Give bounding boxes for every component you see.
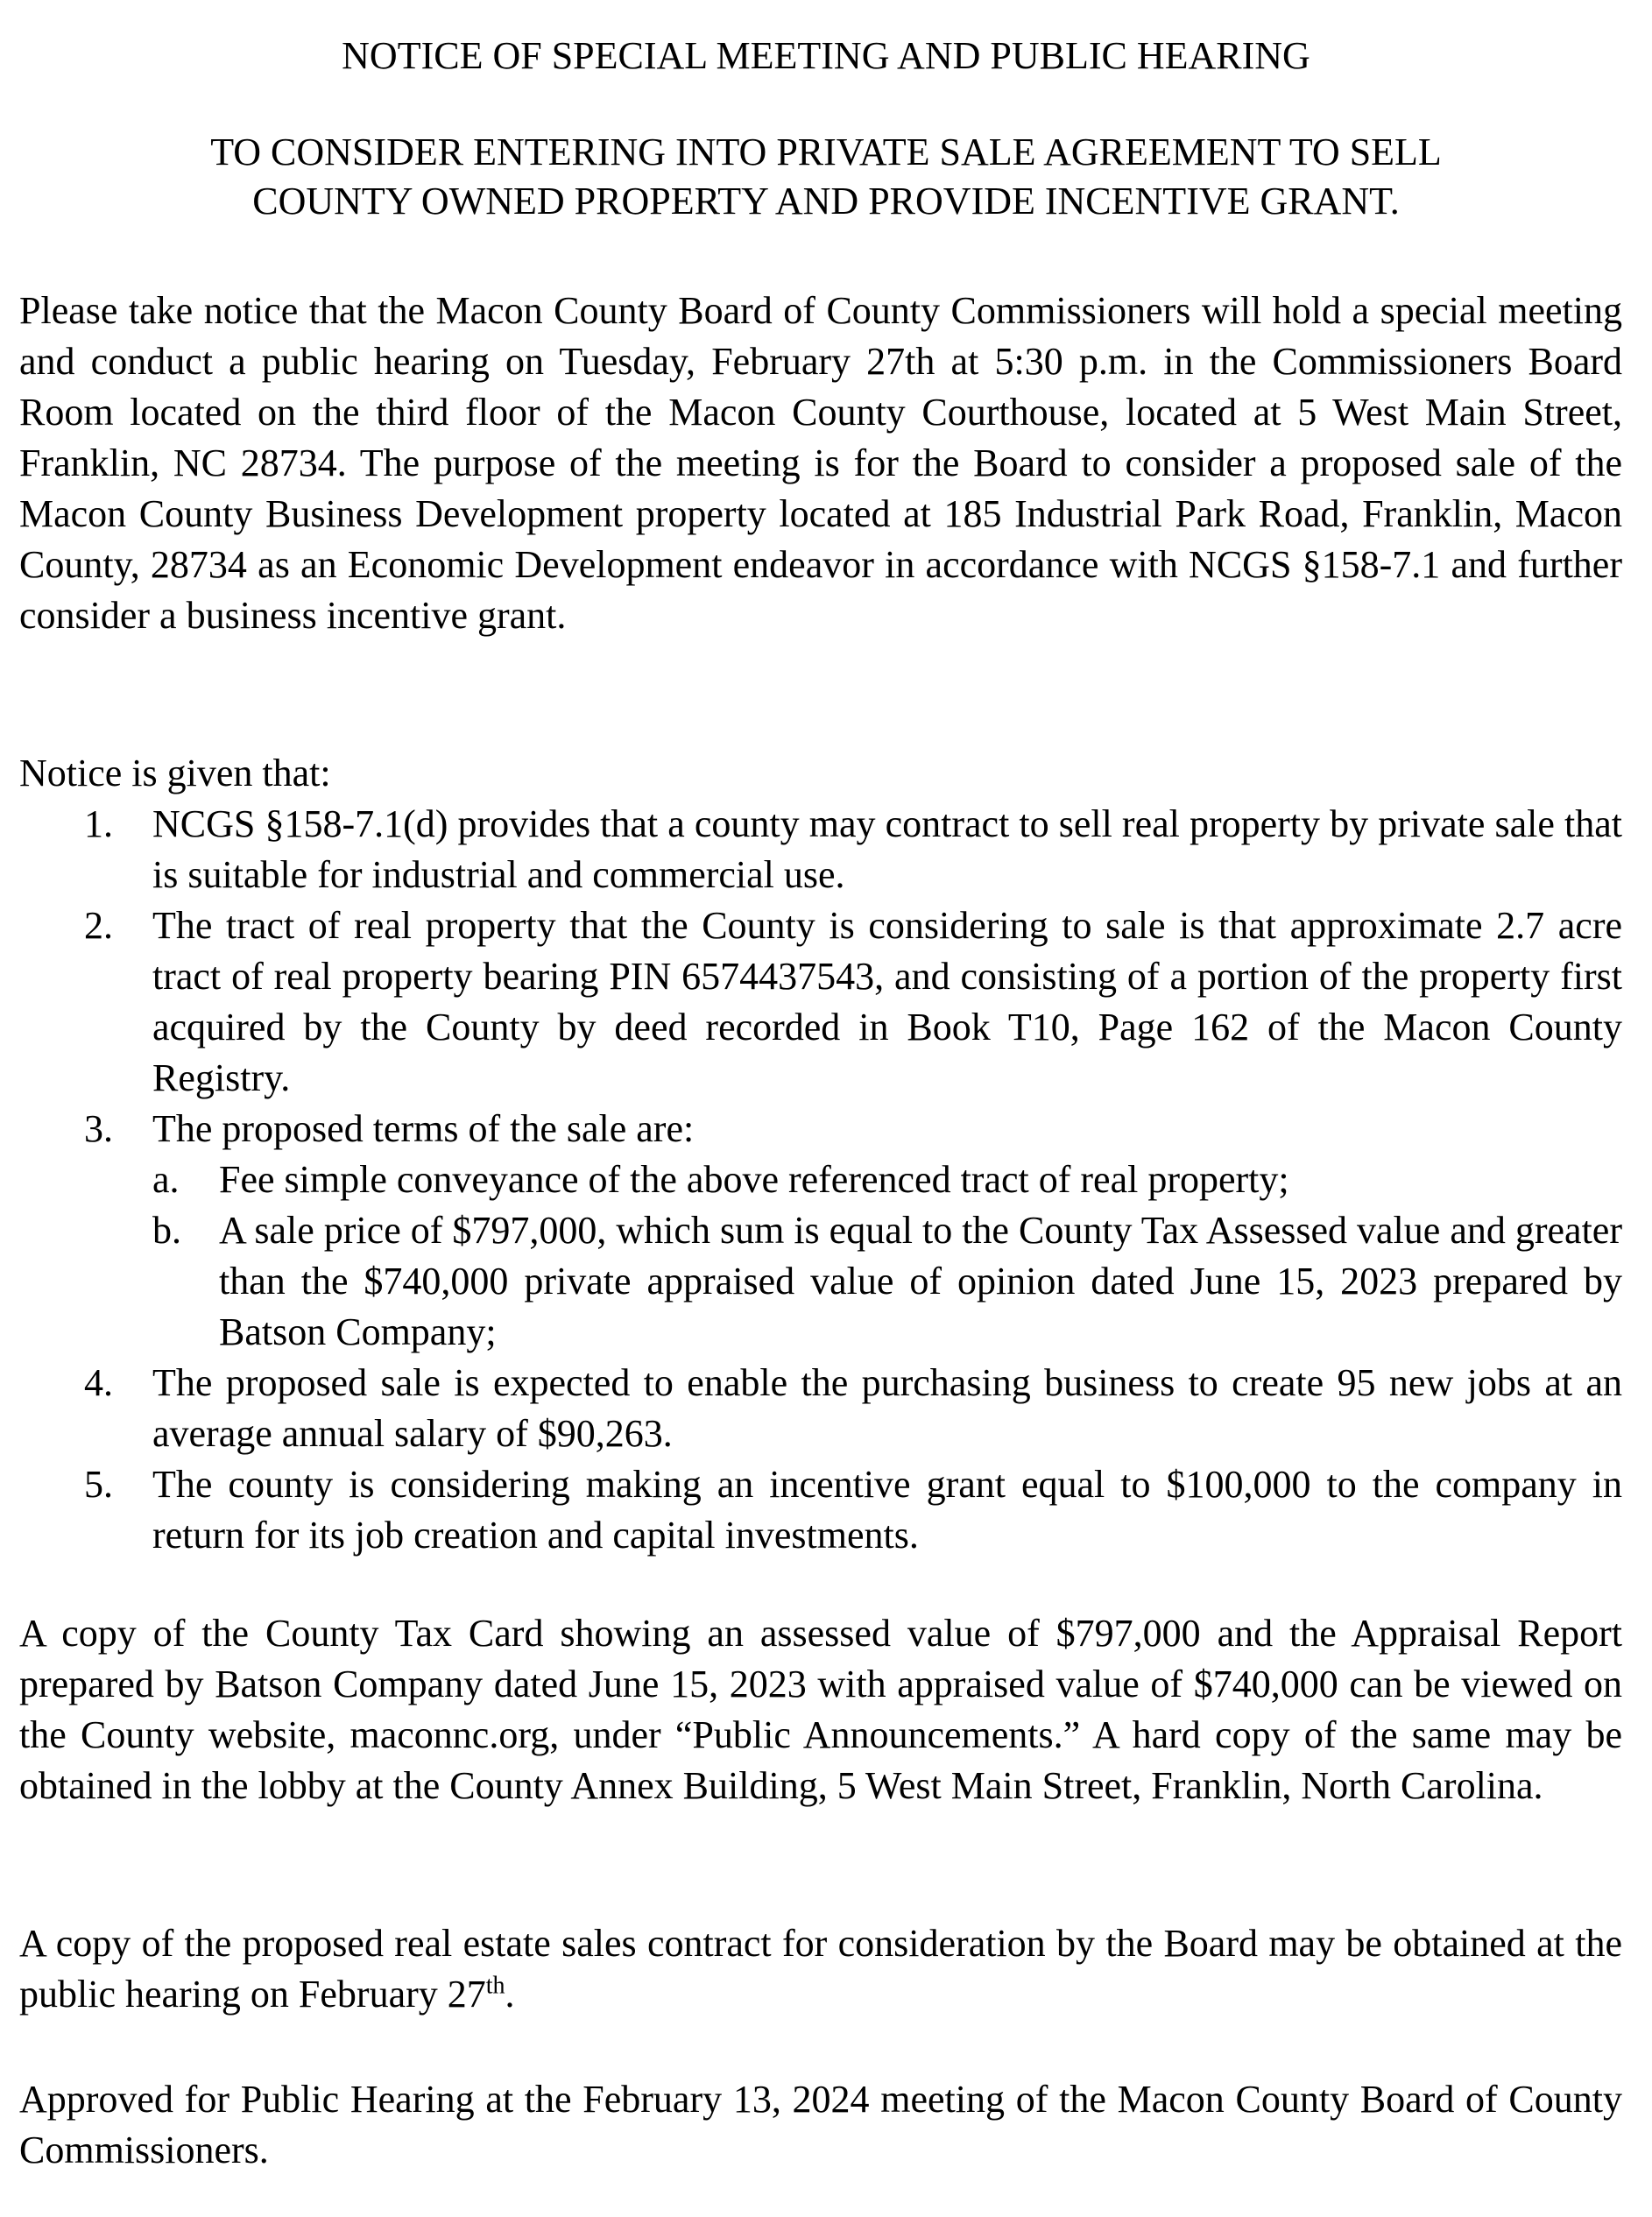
list-item-text: NCGS §158-7.1(d) provides that a county may contract to sell real property by private sale that is suitable for industrial and commercial use. xyxy=(152,802,1622,896)
list-item-number: 4. xyxy=(84,1361,113,1404)
sale-terms-sublist xyxy=(152,1154,1622,1358)
sublist-item xyxy=(152,1154,1622,1205)
sublist-item-text: Fee simple conveyance of the above referenced tract of real property; xyxy=(219,1158,1289,1201)
list-item xyxy=(19,1459,1622,1561)
sublist-item-text: A sale price of $797,000, which sum is equal to the County Tax Assessed value and greater than the $740,000 private appraised value of opinion dated June 15, 2023 prepared by Batson Company; xyxy=(219,1209,1622,1353)
approval-paragraph: Approved for Public Hearing at the February 13, 2024 meeting of the Macon County Board of County Commissioners. xyxy=(19,2078,1622,2171)
list-item-number: 2. xyxy=(84,904,113,947)
notice-intro: Notice is given that: xyxy=(19,752,331,794)
list-item-number: 5. xyxy=(84,1463,113,1506)
list-item xyxy=(19,799,1622,900)
sublist-item-letter: a. xyxy=(152,1158,180,1201)
list-item xyxy=(19,1104,1622,1358)
contract-end: . xyxy=(505,1973,515,2016)
list-item xyxy=(19,900,1622,1104)
notice-subtitle xyxy=(0,128,1652,226)
sublist-item-letter: b. xyxy=(152,1209,181,1252)
notice-list xyxy=(19,799,1622,1561)
list-item-text: The tract of real property that the County is considering to sale is that approximate 2.7 acre tract of real property bearing PIN 6574437543, and consisting of a portion of the property first acquired by the County by deed recorded in Book T10, Page 162 of the Macon County Registry. xyxy=(152,904,1622,1099)
subtitle-line-1: TO CONSIDER ENTERING INTO PRIVATE SALE AGREEMENT TO SELL xyxy=(210,131,1442,173)
notice-title: NOTICE OF SPECIAL MEETING AND PUBLIC HEARING xyxy=(342,34,1310,77)
sublist-item xyxy=(152,1205,1622,1358)
copy-paragraph: A copy of the County Tax Card showing an assessed value of $797,000 and the Appraisal Report prepared by Batson Company dated June 15, 2023 with appraised value of $740,000 can be viewed on the County website, maconnc.org, under “Public Announcements.” A hard copy of the same may be obtained in the lobby at the County Annex Building, 5 West Main Street, Franklin, North Carolina. xyxy=(19,1612,1622,1807)
list-item-number: 1. xyxy=(84,802,113,845)
list-item-text: The proposed terms of the sale are: xyxy=(152,1107,695,1150)
list-item-text: The county is considering making an incentive grant equal to $100,000 to the company in return for its job creation and capital investments. xyxy=(152,1463,1622,1557)
list-item-text: The proposed sale is expected to enable the purchasing business to create 95 new jobs at an average annual salary of $90,263. xyxy=(152,1361,1622,1455)
contract-paragraph xyxy=(19,1918,1622,2020)
contract-text: A copy of the proposed real estate sales contract for consideration by the Board may be obtained at the public hearing on February 27 xyxy=(19,1922,1622,2016)
list-item xyxy=(19,1358,1622,1459)
subtitle-line-2: COUNTY OWNED PROPERTY AND PROVIDE INCENTIVE GRANT. xyxy=(252,180,1400,222)
intro-paragraph: Please take notice that the Macon County Board of County Commissioners will hold a special meeting and conduct a public hearing on Tuesday, February 27th at 5:30 p.m. in the Commissioners Board Room located on the third floor of the Macon County Courthouse, located at 5 West Main Street, Franklin, NC 28734. The purpose of the meeting is for the Board to consider a proposed sale of the Macon County Business Development property located at 185 Industrial Park Road, Franklin, Macon County, 28734 as an Economic Development endeavor in accordance with NCGS §158-7.1 and further consider a business incentive grant. xyxy=(19,289,1622,637)
list-item-number: 3. xyxy=(84,1107,113,1150)
contract-superscript: th xyxy=(485,1972,505,2000)
